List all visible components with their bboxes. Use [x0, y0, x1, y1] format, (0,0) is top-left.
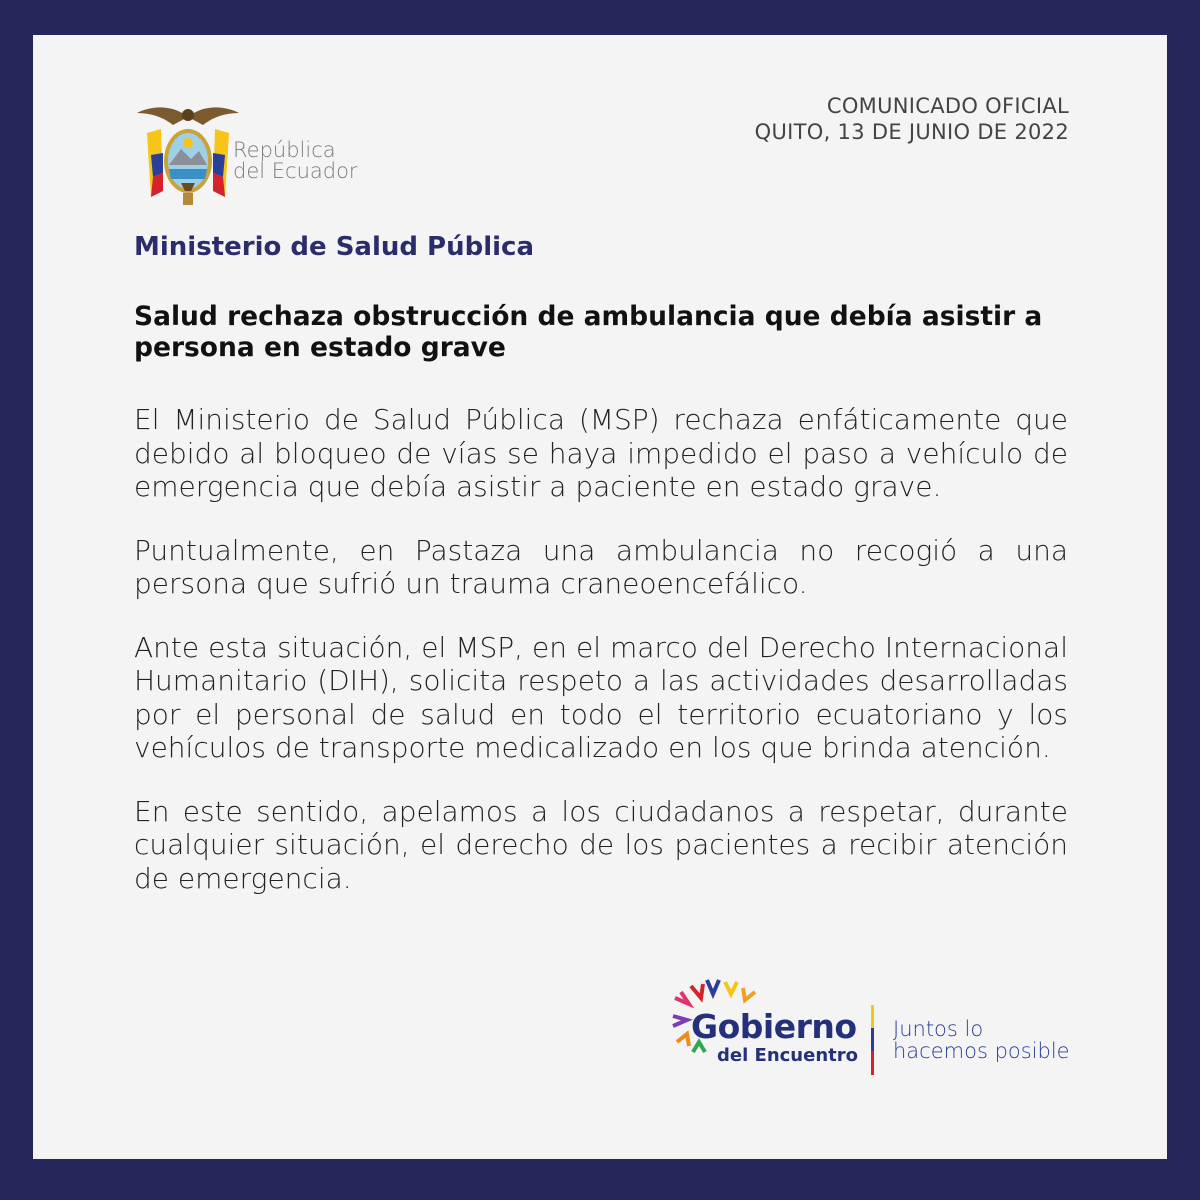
tricolor-divider [871, 1005, 874, 1075]
body-text [134, 403, 1068, 925]
place-date: QUITO, 13 DE JUNIO DE 2022 [754, 120, 1069, 144]
paragraph: El Ministerio de Salud Pública (MSP) rechaza enfáticamente que debido al bloqueo de vías se haya impedido el paso a vehículo de emergencia que debía asistir a paciente en estado grave. [134, 403, 1068, 503]
communique-label: COMUNICADO OFICIAL [826, 94, 1069, 118]
slogan-line1: Juntos lo [893, 1017, 984, 1041]
slogan [893, 1018, 1070, 1062]
country-name [233, 140, 358, 182]
communique-card [33, 35, 1167, 1159]
gobierno-subtitle: del Encuentro [717, 1045, 858, 1066]
country-name-line1: República [233, 138, 336, 162]
gobierno-title: Gobierno [691, 1007, 857, 1046]
paragraph: Ante esta situación, el MSP, en el marco del Derecho Internacional Humanitario (DIH), solicita respeto a las actividades desarrolladas por el personal de salud en todo el territorio ecuatoriano y los vehículos de transporte medicalizado en los que brinda atención. [134, 630, 1068, 764]
paragraph: En este sentido, apelamos a los ciudadanos a respetar, durante cualquier situación, el derecho de los pacientes a recibir atención de emergencia. [134, 794, 1068, 895]
paragraph: Puntualmente, en Pastaza una ambulancia no recogió a una persona que sufrió un trauma craneoencefálico. [134, 533, 1068, 600]
communique-header [755, 93, 1069, 145]
ecuador-coat-of-arms-icon [133, 99, 243, 211]
ministry-name: Ministerio de Salud Pública [134, 232, 535, 262]
country-name-line2: del Ecuador [233, 159, 358, 183]
headline: Salud rechaza obstrucción de ambulancia que debía asistir a persona en estado grave [134, 301, 1043, 363]
slogan-line2: hacemos posible [893, 1039, 1070, 1063]
